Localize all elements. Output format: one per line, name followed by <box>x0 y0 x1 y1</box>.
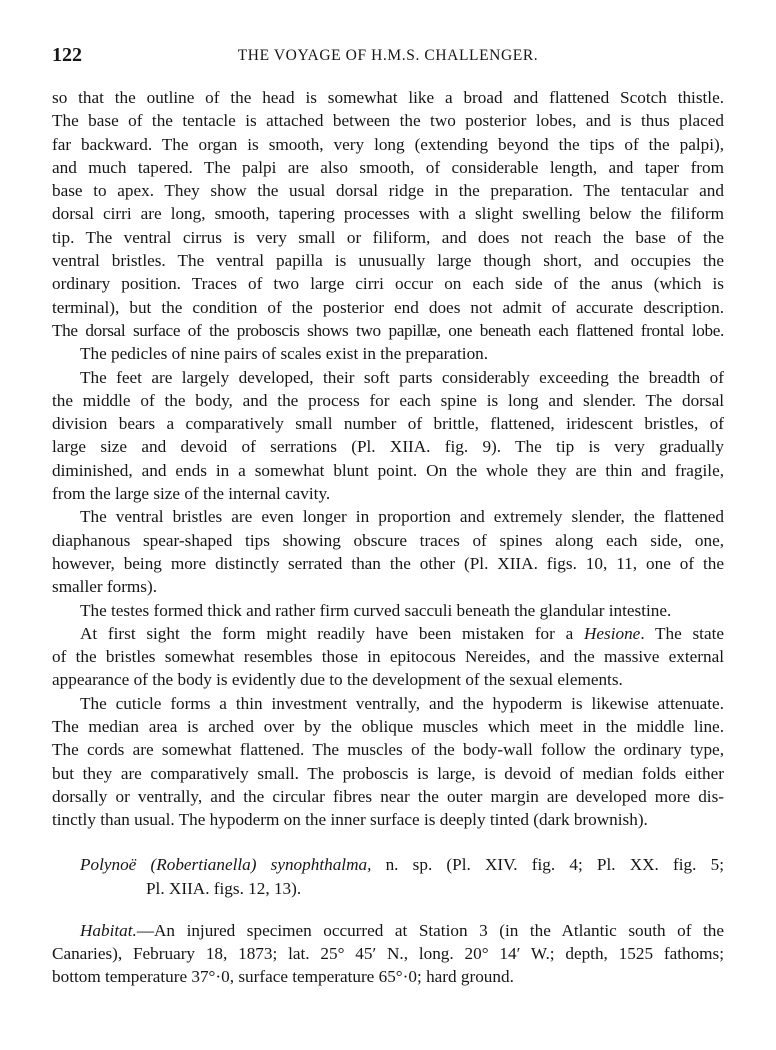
text-line: The cuticle forms a thin investment ventrally, and the hypoderm is likewise attenuate. <box>80 693 724 713</box>
text-line-with-italic <box>52 622 724 645</box>
habitat-paragraph <box>52 919 724 989</box>
text-line: The testes formed thick and rather firm curved sacculi beneath the glandular intestine. <box>80 600 672 620</box>
page-header <box>52 44 724 68</box>
text-line: diminished, and ends in a somewhat blunt point. On the whole they are thin and fragile, <box>52 460 724 480</box>
text-line: far backward. The organ is smooth, very long (extending beyond the tips of the palpi), <box>52 134 724 154</box>
text-line: base to apex. They show the usual dorsal ridge in the preparation. The tentacular and <box>52 181 724 201</box>
text-line: however, being more distinctly serrated than the other (Pl. XIIA. figs. 10, 11, one of the <box>52 553 724 573</box>
species-references: n. sp. (Pl. XIV. fig. 4; Pl. XX. fig. 5; <box>371 854 724 874</box>
text-line: ordinary position. Traces of two large cirri occur on each side of the anus (which is <box>52 274 724 294</box>
text-line: dorsally or ventrally, and the circular fibres near the outer margin are developed more dis- <box>52 786 724 806</box>
text-line: ventral bristles. The ventral papilla is unusually large though short, and occupies the <box>52 251 724 271</box>
paragraph <box>52 505 724 598</box>
text-line: large size and devoid of serrations (Pl. XIIA. fig. 9). The tip is very gradually <box>52 437 724 457</box>
habitat-text: —An injured specimen occurred at Station 3 (in the Atlantic south of the <box>136 920 724 940</box>
paragraph <box>52 366 724 506</box>
page-body <box>52 86 724 988</box>
text-line: and much tapered. The palpi are also smooth, of considerable length, and taper from <box>52 157 724 177</box>
text-line: The feet are largely developed, their soft parts considerably exceeding the breadth of <box>80 367 724 387</box>
text-line: the middle of the body, and the process for each spine is long and slender. The dorsal <box>52 390 724 410</box>
text-line: tinctly than usual. The hypoderm on the inner surface is deeply tinted (dark brownish). <box>52 810 648 830</box>
text-line: terminal), but the condition of the posterior end does not admit of accurate description. <box>52 297 724 317</box>
paragraph <box>52 692 724 832</box>
text-line: The median area is arched over by the oblique muscles which meet in the middle line. <box>52 717 724 737</box>
text-line: division bears a comparatively small number of brittle, flattened, iridescent bristles, of <box>52 414 724 434</box>
habitat-label: Habitat. <box>80 920 137 940</box>
text-line: tip. The ventral cirrus is very small or filiform, and does not reach the base of the <box>52 227 724 247</box>
text-line: dorsal cirri are long, smooth, tapering processes with a slight swelling below the filiform <box>52 204 724 224</box>
habitat-line: bottom temperature 37°·0, surface temperature 65°·0; hard ground. <box>52 967 514 987</box>
species-heading <box>52 853 724 901</box>
paragraph <box>52 599 724 622</box>
species-name: Polynoë (Robertianella) synophthalma, <box>80 854 372 874</box>
text-line: of the bristles somewhat resembles those in epitocous Nereides, and the massive external <box>52 647 724 667</box>
genus-name: Hesione <box>583 623 641 643</box>
text-line: The dorsal surface of the proboscis shows two papillæ, one beneath each flattened frontal lobe. <box>52 320 724 340</box>
habitat-line <box>52 919 724 942</box>
text-line: smaller forms). <box>52 577 158 597</box>
paragraph <box>52 622 724 692</box>
habitat-line: Canaries), February 18, 1873; lat. 25° 45′ N., long. 20° 14′ W.; depth, 1525 fathoms; <box>52 943 724 963</box>
text-line: The pedicles of nine pairs of scales exist in the preparation. <box>80 344 489 364</box>
text-line: The cords are somewhat flattened. The muscles of the body-wall follow the ordinary type, <box>52 740 724 760</box>
text-line: from the large size of the internal cavity. <box>52 484 331 504</box>
paragraph <box>52 342 724 365</box>
running-title: THE VOYAGE OF H.M.S. CHALLENGER. <box>237 47 539 64</box>
species-line-continued: Pl. XIIA. figs. 12, 13). <box>146 878 302 898</box>
text-line: but they are comparatively small. The proboscis is large, is devoid of median folds either <box>52 763 724 783</box>
text-line: appearance of the body is evidently due to the development of the sexual elements. <box>52 670 623 690</box>
text-line: The base of the tentacle is attached between the two posterior lobes, and is thus placed <box>52 111 724 131</box>
text-line: so that the outline of the head is somewhat like a broad and flattened Scotch thistle. <box>52 88 724 107</box>
species-line <box>80 853 724 877</box>
paragraph <box>52 86 724 342</box>
text-line: diaphanous spear-shaped tips showing obscure traces of spines along each side, one, <box>52 530 724 550</box>
page-number: 122 <box>52 44 82 66</box>
text-line: The ventral bristles are even longer in proportion and extremely slender, the flattened <box>80 507 724 527</box>
text-before-genus: At first sight the form might readily have been mistaken for a Hesione. The state <box>80 623 724 643</box>
